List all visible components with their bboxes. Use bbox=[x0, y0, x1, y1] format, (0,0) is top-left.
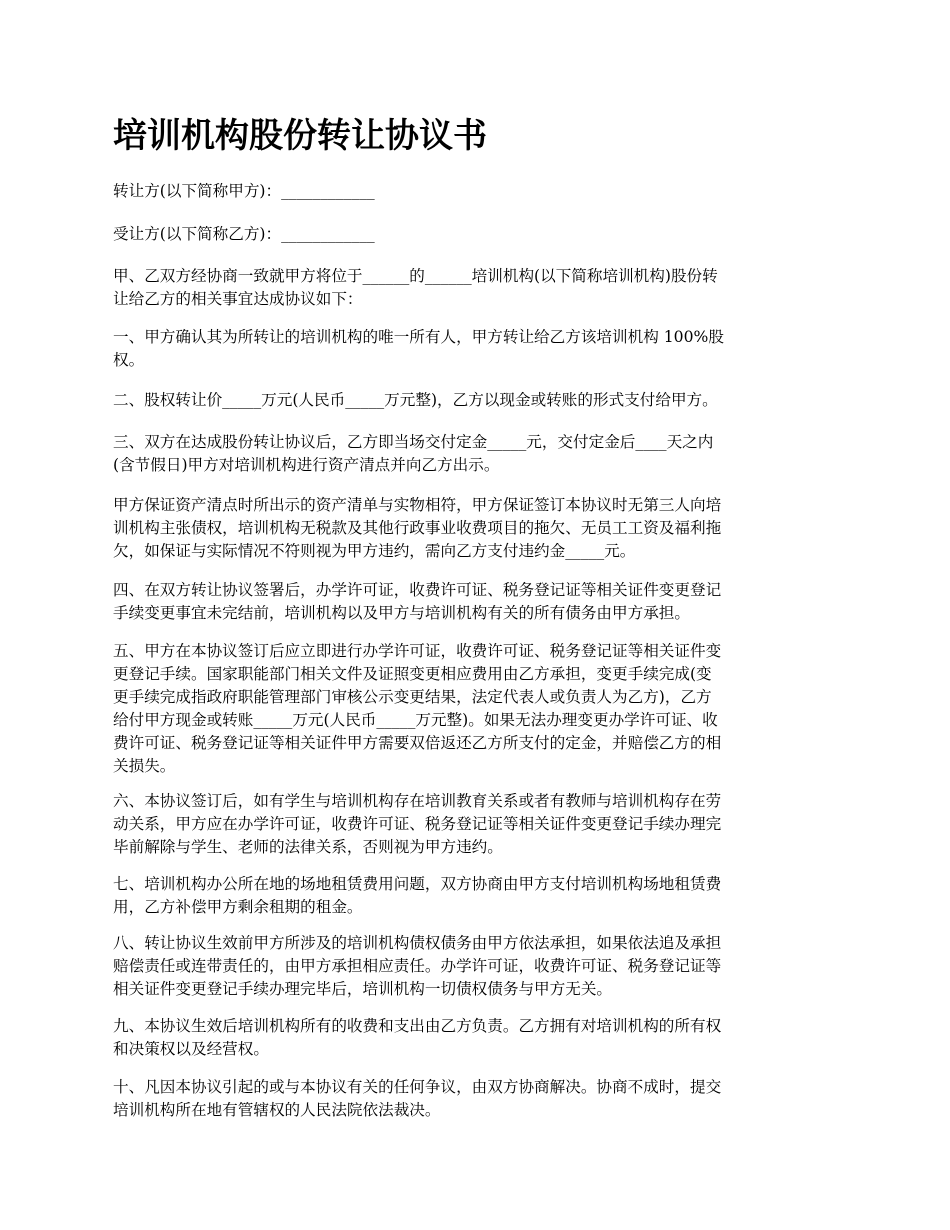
clause-4: 四、在双方转让协议签署后，办学许可证，收费许可证、税务登记证等相关证件变更登记 手续变更事宜未完结前，培训机构以及甲方与培训机构有关的所有债务由甲方承担。 bbox=[113, 581, 722, 622]
clause-6: 六、本协议签订后，如有学生与培训机构存在培训教育关系或者有教师与培训机构存在劳 动关系，甲方应在办学许可证，收费许可证、税务登记证等相关证件变更登记手续办理完 毕前解除与学生、老师的法律关系，否则视为甲方违约。 bbox=[113, 792, 722, 856]
clause-10: 十、凡因本协议引起的或与本协议有关的任何争议，由双方协商解决。协商不成时，提交 培训机构所在地有管辖权的人民法院依法裁决。 bbox=[113, 1078, 722, 1119]
party-a-line: 转让方(以下简称甲方)：____________ bbox=[113, 182, 375, 200]
clause-3: 三、双方在达成股份转让协议后，乙方即当场交付定金_____元，交付定金后____天之内 (含节假日)甲方对培训机构进行资产清点并向乙方出示。 bbox=[113, 433, 714, 474]
clause-8: 八、转让协议生效前甲方所涉及的培训机构债权债务由甲方依法承担，如果依法追及承担 赔偿责任或连带责任的，由甲方承担相应责任。办学许可证，收费许可证、税务登记证等 相关证件变更登记手续办理完毕后，培训机构一切债权债务与甲方无关。 bbox=[113, 934, 722, 998]
clause-1: 一、甲方确认其为所转让的培训机构的唯一所有人，甲方转让给乙方该培训机构 100%股 权。 bbox=[113, 328, 724, 369]
clause-9: 九、本协议生效后培训机构所有的收费和支出由乙方负责。乙方拥有对培训机构的所有权 和决策权以及经营权。 bbox=[113, 1017, 722, 1058]
clause-7: 七、培训机构办公所在地的场地租赁费用问题，双方协商由甲方支付培训机构场地租赁费 用，乙方补偿甲方剩余租期的租金。 bbox=[113, 875, 722, 916]
document-title: 培训机构股份转让协议书 bbox=[113, 116, 487, 156]
clause-5: 五、甲方在本协议签订后应立即进行办学许可证，收费许可证、税务登记证等相关证件变 更登记手续。国家职能部门相关文件及证照变更相应费用由乙方承担，变更手续完成(变 更手续完成指政府职能管理部门审核公示变更结果，法定代表人或负责人为乙方)，乙方 给付甲方现金或转账_____万元(人民币_____万元整)。如果无法办理变更办学许可证、收 费许可证、税务登记证等相关证件甲方需要双倍返还乙方所支付的定金，并赔偿乙方的相 关损失。 bbox=[113, 642, 722, 775]
clause-2: 二、股权转让价_____万元(人民币_____万元整)，乙方以现金或转账的形式支付给甲方。 bbox=[113, 391, 718, 409]
party-b-line: 受让方(以下简称乙方)：____________ bbox=[113, 225, 375, 243]
intro-paragraph: 甲、乙双方经协商一致就甲方将位于______的______培训机构(以下简称培训机构)股份转 让给乙方的相关事宜达成协议如下： bbox=[113, 267, 718, 308]
guarantee-paragraph: 甲方保证资产清点时所出示的资产清单与实物相符，甲方保证签订本协议时无第三人向培 训机构主张债权，培训机构无税款及其他行政事业收费项目的拖欠、无员工工资及福利拖 欠，如保证与实际情况不符则视为甲方违约，需向乙方支付违约金_____元。 bbox=[113, 496, 722, 560]
